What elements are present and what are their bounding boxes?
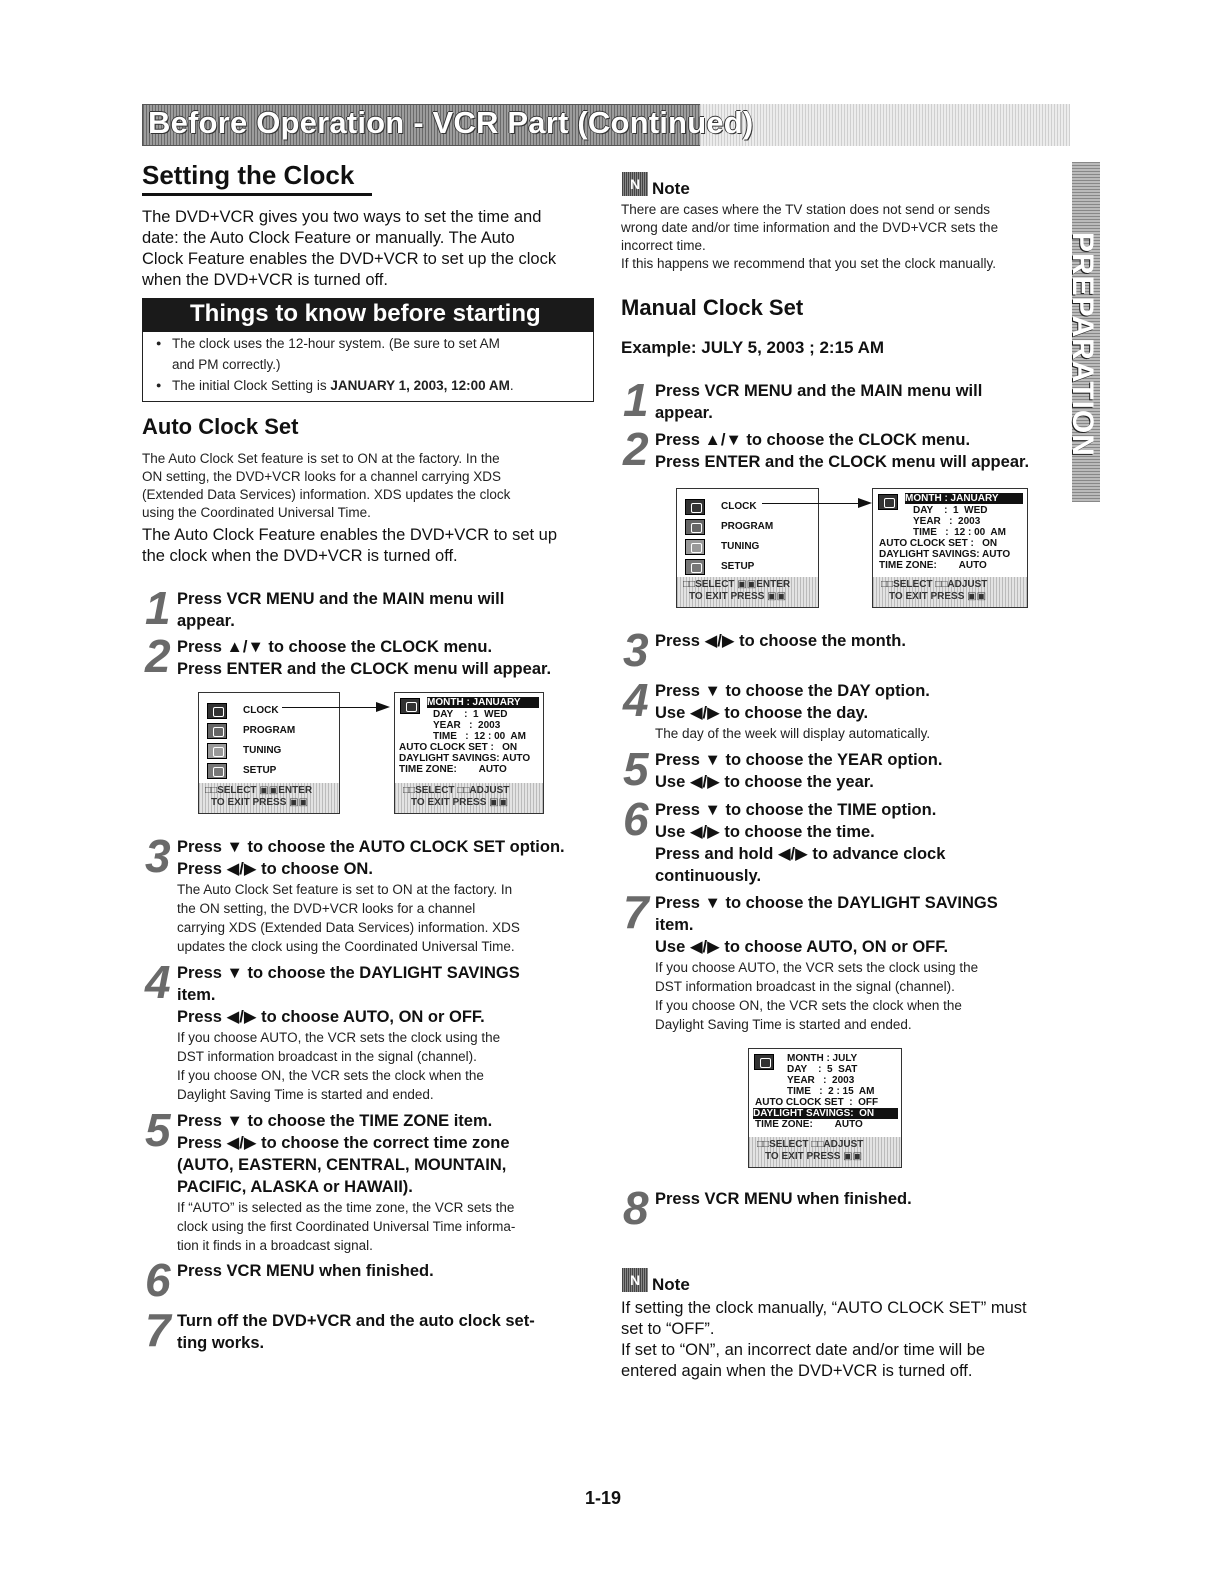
auto-step-3: 3 Press ▼ to choose the AUTO CLOCK SET option. Press ◀/▶ to choose ON. The Auto Clock Set feature is set to ON at the factory. In the ON setting, the DVD+VCR looks for a channel carrying XDS (Extended Data Services) information. XDS updates the clock using the Coordinated Universal Time. <box>145 830 565 954</box>
note-label-2: Note <box>652 1275 690 1294</box>
step-number: 1 <box>145 582 169 634</box>
subsection-title-manual-clock: Manual Clock Set <box>621 295 804 320</box>
intro-paragraph: The DVD+VCR gives you two ways to set the time and date: the Auto Clock Feature or manually. The Auto Clock Feature enables the DVD+VCR to set up the clock when the DVD+VCR is turned off. <box>142 208 557 289</box>
step-number: 5 <box>145 1104 169 1156</box>
auto-step-6: 6 Press VCR MENU when finished. <box>145 1254 434 1306</box>
arrow-head <box>376 702 390 712</box>
auto-step-4: 4 Press ▼ to choose the DAYLIGHT SAVINGS item. Press ◀/▶ to choose AUTO, ON or OFF. If you choose AUTO, the VCR sets the clock using the DST information broadcast in the signal (channel). If you choose ON, the VCR sets the clock when the Daylight Saving Time is started and ended. <box>145 956 520 1102</box>
auto-clock-description: The Auto Clock Set feature is set to ON at the factory. In the ON setting, the DVD+VCR looks for a channel carrying XDS (Extended Data Services) information. XDS updates the clock using the Coordinated Universal Time. <box>142 451 511 520</box>
manual-step-7: 7 Press ▼ to choose the DAYLIGHT SAVINGS item. Use ◀/▶ to choose AUTO, ON or OFF. If you choose AUTO, the VCR sets the clock using the DST information broadcast in the signal (channel). If you choose ON, the VCR sets the clock when the Daylight Saving Time is started and ended. <box>623 886 998 1032</box>
tuning-icon <box>685 539 705 555</box>
tuning-icon <box>207 743 227 759</box>
step-number: 6 <box>623 793 647 845</box>
header-banner-title: Before Operation - VCR Part (Continued) <box>148 105 754 140</box>
note-2-text: If setting the clock manually, “AUTO CLOCK SET” must set to “OFF”. If set to “ON”, an incorrect date and/or time will be entered again when the DVD+VCR is turned off. <box>621 1299 1027 1380</box>
subsection-title-auto-clock: Auto Clock Set <box>142 414 299 439</box>
know-bullet-1: ● The clock uses the 12-hour system. (Be sure to set AM and PM correctly.) <box>172 333 588 375</box>
arrow-line <box>282 707 384 708</box>
main-menu-screen-left: CLOCK PROGRAM TUNING SETUP □□SELECT ▣▣ENTER TO EXIT PRESS ▣▣ <box>198 692 340 814</box>
clock-icon <box>878 494 898 510</box>
step-number: 2 <box>145 630 169 682</box>
step-number: 4 <box>145 956 169 1008</box>
step-number: 3 <box>145 830 169 882</box>
note-icon: N <box>622 172 648 196</box>
arrow-head <box>858 498 872 508</box>
manual-step-8: 8 Press VCR MENU when finished. <box>623 1182 912 1234</box>
final-clock-screen: MONTH : JULY DAY : 5 SAT YEAR : 2003 TIME : 2 : 15 AM AUTO CLOCK SET : OFF DAYLIGHT SAVINGS: ON TIME ZONE: AUTO □□SELECT □□ADJUST TO EXIT PRESS ▣▣ <box>748 1048 902 1168</box>
auto-step-2: 2 Press ▲/▼ to choose the CLOCK menu. Press ENTER and the CLOCK menu will appear. <box>145 630 552 682</box>
auto-step-1: 1 Press VCR MENU and the MAIN menu will appear. <box>145 582 505 634</box>
step-number: 2 <box>623 423 647 475</box>
setup-icon <box>685 559 705 575</box>
auto-step-5: 5 Press ▼ to choose the TIME ZONE item. Press ◀/▶ to choose the correct time zone (AUTO, EASTERN, CENTRAL, MOUNTAIN, PACIFIC, ALASKA or HAWAII). If “AUTO” is selected as the time zone, the VCR sets the clock using the first Coordinated Universal Time informa- tion it finds in a broadcast signal. <box>145 1104 516 1253</box>
program-icon <box>685 519 705 535</box>
step-number: 4 <box>623 674 647 726</box>
manual-step-3: 3 Press ◀/▶ to choose the month. <box>623 624 906 676</box>
step-number: 5 <box>623 743 647 795</box>
auto-step-7: 7 Turn off the DVD+VCR and the auto clock set- ting works. <box>145 1304 535 1356</box>
manual-step-2: 2 Press ▲/▼ to choose the CLOCK menu. Press ENTER and the CLOCK menu will appear. <box>623 423 1030 475</box>
program-icon <box>207 723 227 739</box>
clock-menu-screen-right: MONTH : JANUARY DAY : 1 WED YEAR : 2003 TIME : 12 : 00 AM AUTO CLOCK SET : ON DAYLIGHT SAVINGS: AUTO TIME ZONE: AUTO □□SELECT □□ADJUST TO EXIT PRESS ▣▣ <box>872 488 1028 608</box>
step-number: 1 <box>623 374 647 426</box>
know-bullet-2: ● The initial Clock Setting is JANUARY 1, 2003, 12:00 AM. <box>172 375 592 396</box>
arrow-line <box>762 503 866 504</box>
step-number: 7 <box>145 1304 169 1356</box>
manual-step-4: 4 Press ▼ to choose the DAY option. Use ◀/▶ to choose the day. The day of the week will display automatically. <box>623 674 931 741</box>
clock-icon <box>207 703 227 719</box>
note-icon-2: N <box>622 1268 648 1292</box>
step-number: 8 <box>623 1182 647 1234</box>
note-label: Note <box>652 179 690 198</box>
step-number: 7 <box>623 886 647 938</box>
clock-icon <box>754 1054 774 1070</box>
auto-clock-body: The Auto Clock Feature enables the DVD+VCR to set up the clock when the DVD+VCR is turned off. <box>142 526 558 565</box>
things-to-know-title: Things to know before starting <box>190 300 541 327</box>
manual-step-5: 5 Press ▼ to choose the YEAR option. Use ◀/▶ to choose the year. <box>623 743 943 795</box>
manual-step-1: 1 Press VCR MENU and the MAIN menu will appear. <box>623 374 983 426</box>
note-text: There are cases where the TV station does not send or sends wrong date and/or time information and the DVD+VCR sets the incorrect time. If this happens we recommend that you set the clock manually. <box>621 202 999 271</box>
title-underline <box>142 193 372 196</box>
manual-step-6: 6 Press ▼ to choose the TIME option. Use ◀/▶ to choose the time. Press and hold ◀/▶ to advance clock continuously. <box>623 793 946 885</box>
step-number: 6 <box>145 1254 169 1306</box>
clock-menu-screen-left: MONTH : JANUARY DAY : 1 WED YEAR : 2003 TIME : 12 : 00 AM AUTO CLOCK SET : ON DAYLIGHT SAVINGS: AUTO TIME ZONE: AUTO □□SELECT □□ADJUST TO EXIT PRESS ▣▣ <box>394 692 544 814</box>
example-line: Example: JULY 5, 2003 ; 2:15 AM <box>621 338 885 357</box>
side-tab-label: PREPARATION <box>1066 232 1099 457</box>
setup-icon <box>207 763 227 779</box>
clock-icon <box>685 499 705 515</box>
header-banner-fade <box>700 104 1070 146</box>
clock-icon <box>400 698 420 714</box>
step-number: 3 <box>623 624 647 676</box>
main-menu-screen-right: CLOCK PROGRAM TUNING SETUP □□SELECT ▣▣ENTER TO EXIT PRESS ▣▣ <box>676 488 819 608</box>
section-title-setting-clock: Setting the Clock <box>142 160 355 190</box>
page-number: 1-19 <box>585 1488 622 1508</box>
